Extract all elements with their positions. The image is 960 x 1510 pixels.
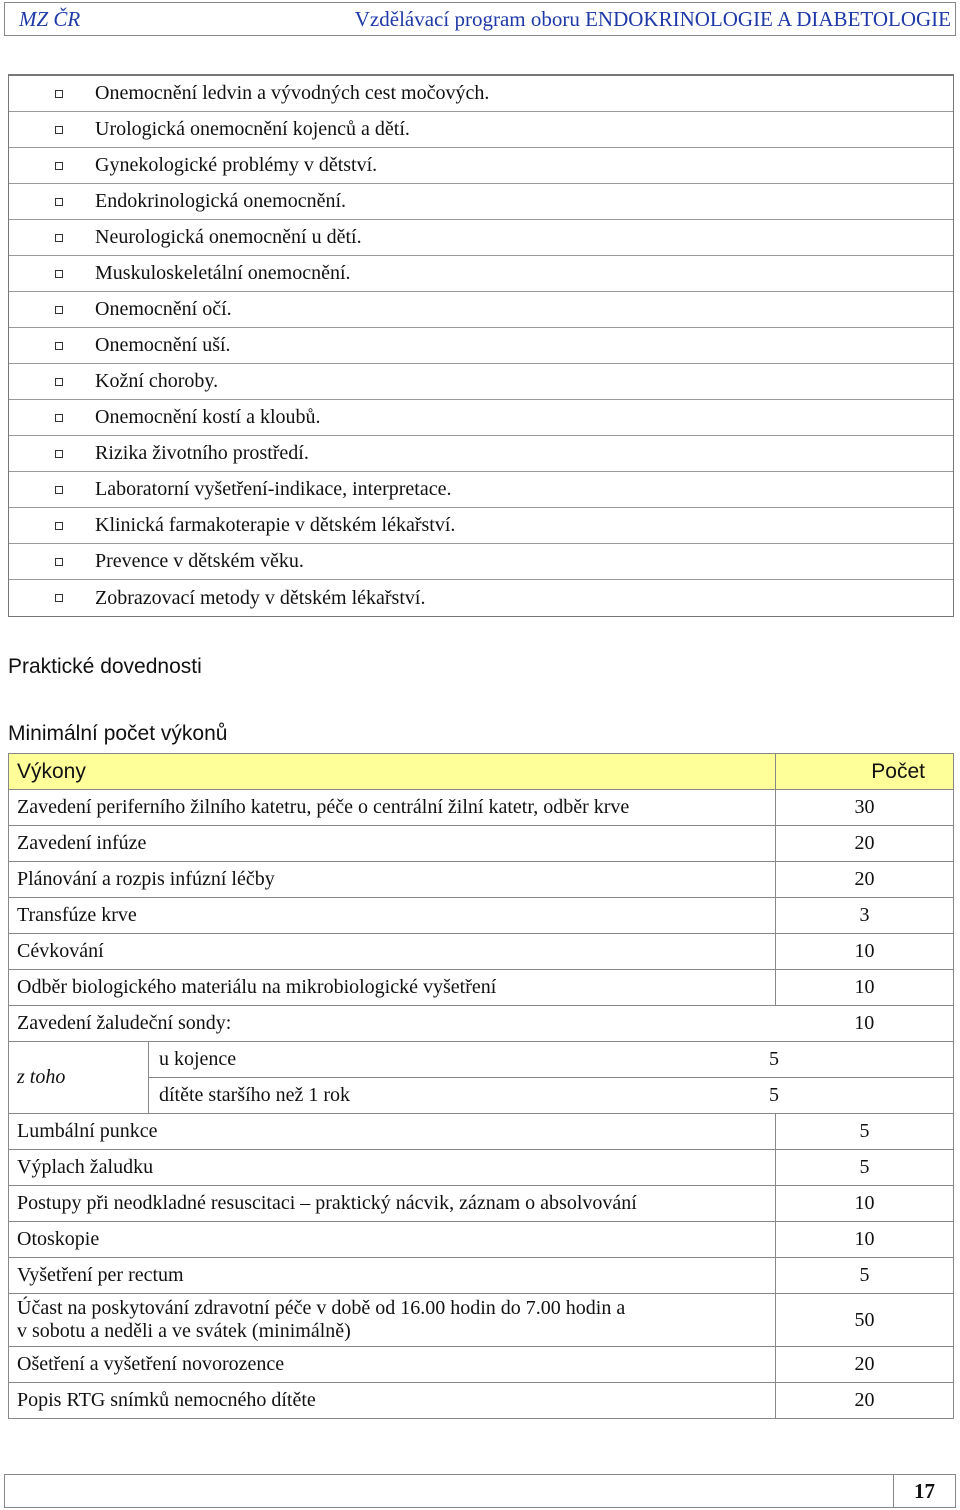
sub-row (149, 1042, 953, 1078)
square-bullet-icon (55, 198, 63, 206)
list-item (9, 184, 953, 220)
table-row (9, 1114, 954, 1150)
procedure-count: 5 (776, 1150, 954, 1186)
square-bullet-icon (55, 342, 63, 350)
square-bullet-icon (55, 270, 63, 278)
square-bullet-icon (55, 414, 63, 422)
table-row (9, 898, 954, 934)
list-item (9, 472, 953, 508)
sub-label: dítěte staršího než 1 rok (159, 1084, 351, 1106)
topic-list (8, 74, 954, 617)
list-item (9, 364, 953, 400)
header-ministry: MZ ČR (19, 6, 81, 31)
procedure-label: Popis RTG snímků nemocného dítěte (9, 1383, 776, 1419)
list-item (9, 76, 953, 112)
procedure-label: Transfúze krve (9, 898, 776, 934)
square-bullet-icon (55, 450, 63, 458)
section-heading-min-count: Minimální počet výkonů (8, 722, 228, 745)
topic-text: Muskuloskeletální onemocnění. (95, 262, 351, 284)
procedure-label: Zavedení periferního žilního katetru, péče o centrální žilní katetr, odběr krve (9, 790, 776, 826)
topic-text: Onemocnění kostí a kloubů. (95, 406, 321, 428)
procedure-label: Výplach žaludku (9, 1150, 776, 1186)
list-item (9, 148, 953, 184)
procedure-count: 10 (776, 970, 954, 1006)
header-title: Vzdělávací program oboru ENDOKRINOLOGIE A DIABETOLOGIE (354, 6, 951, 31)
procedure-label: Lumbální punkce (9, 1114, 776, 1150)
square-bullet-icon (55, 594, 63, 602)
topic-text: Laboratorní vyšetření-indikace, interpretace. (95, 478, 452, 500)
procedure-count: 50 (776, 1294, 954, 1347)
procedure-label: Odběr biologického materiálu na mikrobiologické vyšetření (9, 970, 776, 1006)
topic-text: Zobrazovací metody v dětském lékařství. (95, 586, 426, 609)
topic-text: Urologická onemocnění kojenců a dětí. (95, 118, 410, 140)
table-row (9, 790, 954, 826)
table-row (9, 826, 954, 862)
procedures-table (8, 753, 954, 1419)
list-item (9, 544, 953, 580)
col-header-procedures: Výkony (9, 754, 776, 790)
square-bullet-icon (55, 558, 63, 566)
list-item (9, 328, 953, 364)
section-heading-practical-skills: Praktické dovednosti (8, 655, 202, 678)
list-item (9, 580, 953, 616)
square-bullet-icon (55, 486, 63, 494)
square-bullet-icon (55, 90, 63, 98)
sub-row (149, 1078, 953, 1113)
page-footer (4, 1474, 956, 1508)
square-bullet-icon (55, 378, 63, 386)
ztoho-label: z toho (9, 1042, 149, 1113)
procedure-count: 5 (776, 1258, 954, 1294)
procedure-label: Vyšetření per rectum (9, 1258, 776, 1294)
topic-text: Onemocnění uší. (95, 334, 231, 356)
list-item (9, 256, 953, 292)
topic-text: Onemocnění ledvin a vývodných cest močových. (95, 82, 490, 104)
procedure-count: 10 (776, 1006, 954, 1042)
topic-text: Rizika životního prostředí. (95, 442, 309, 464)
topic-text: Onemocnění očí. (95, 298, 232, 320)
procedure-count: 10 (776, 1186, 954, 1222)
ztoho-cell (9, 1042, 954, 1114)
col-header-count: Počet (776, 754, 954, 790)
sub-count: 5 (769, 1084, 779, 1106)
table-row (9, 862, 954, 898)
square-bullet-icon (55, 234, 63, 242)
topic-text: Klinická farmakoterapie v dětském lékařství. (95, 514, 456, 536)
procedure-count: 20 (776, 1383, 954, 1419)
table-row (9, 1006, 954, 1042)
list-item (9, 436, 953, 472)
table-row (9, 970, 954, 1006)
procedure-count: 20 (776, 1347, 954, 1383)
table-row (9, 934, 954, 970)
square-bullet-icon (55, 126, 63, 134)
table-row (9, 1258, 954, 1294)
list-item (9, 508, 953, 544)
procedure-count: 20 (776, 826, 954, 862)
topic-text: Neurologická onemocnění u dětí. (95, 226, 362, 248)
procedure-count: 20 (776, 862, 954, 898)
list-item (9, 112, 953, 148)
sub-count: 5 (769, 1048, 779, 1070)
list-item (9, 292, 953, 328)
table-row (9, 1186, 954, 1222)
topic-text: Kožní choroby. (95, 370, 219, 392)
procedure-label: Postupy při neodkladné resuscitaci – praktický nácvik, záznam o absolvování (9, 1186, 776, 1222)
procedure-label: Zavedení infúze (9, 826, 776, 862)
procedure-label-line1: Účast na poskytování zdravotní péče v době od 16.00 hodin do 7.00 hodin a (17, 1297, 626, 1319)
procedure-count: 30 (776, 790, 954, 826)
table-row (9, 1294, 954, 1347)
procedure-label-line2: v sobotu a neděli a ve svátek (minimálně) (17, 1320, 351, 1342)
topic-text: Prevence v dětském věku. (95, 550, 304, 572)
table-row (9, 1347, 954, 1383)
table-row (9, 1150, 954, 1186)
procedure-label: Ošetření a vyšetření novorozence (9, 1347, 776, 1383)
table-row-subdivided (9, 1042, 954, 1114)
page-number: 17 (893, 1475, 955, 1507)
page-header (4, 2, 956, 36)
topic-text: Gynekologické problémy v dětství. (95, 154, 378, 176)
topic-text: Endokrinologická onemocnění. (95, 190, 347, 212)
table-header-row (9, 754, 954, 790)
procedure-label: Zavedení žaludeční sondy: (9, 1006, 776, 1042)
procedure-count: 10 (776, 1222, 954, 1258)
procedure-label (9, 1294, 776, 1347)
list-item (9, 400, 953, 436)
list-item (9, 220, 953, 256)
table-row (9, 1222, 954, 1258)
procedure-count: 5 (776, 1114, 954, 1150)
procedure-label: Cévkování (9, 934, 776, 970)
procedure-label: Otoskopie (9, 1222, 776, 1258)
square-bullet-icon (55, 162, 63, 170)
sub-label: u kojence (159, 1048, 237, 1070)
table-row (9, 1383, 954, 1419)
square-bullet-icon (55, 306, 63, 314)
procedure-count: 10 (776, 934, 954, 970)
square-bullet-icon (55, 522, 63, 530)
procedure-label: Plánování a rozpis infúzní léčby (9, 862, 776, 898)
procedure-count: 3 (776, 898, 954, 934)
